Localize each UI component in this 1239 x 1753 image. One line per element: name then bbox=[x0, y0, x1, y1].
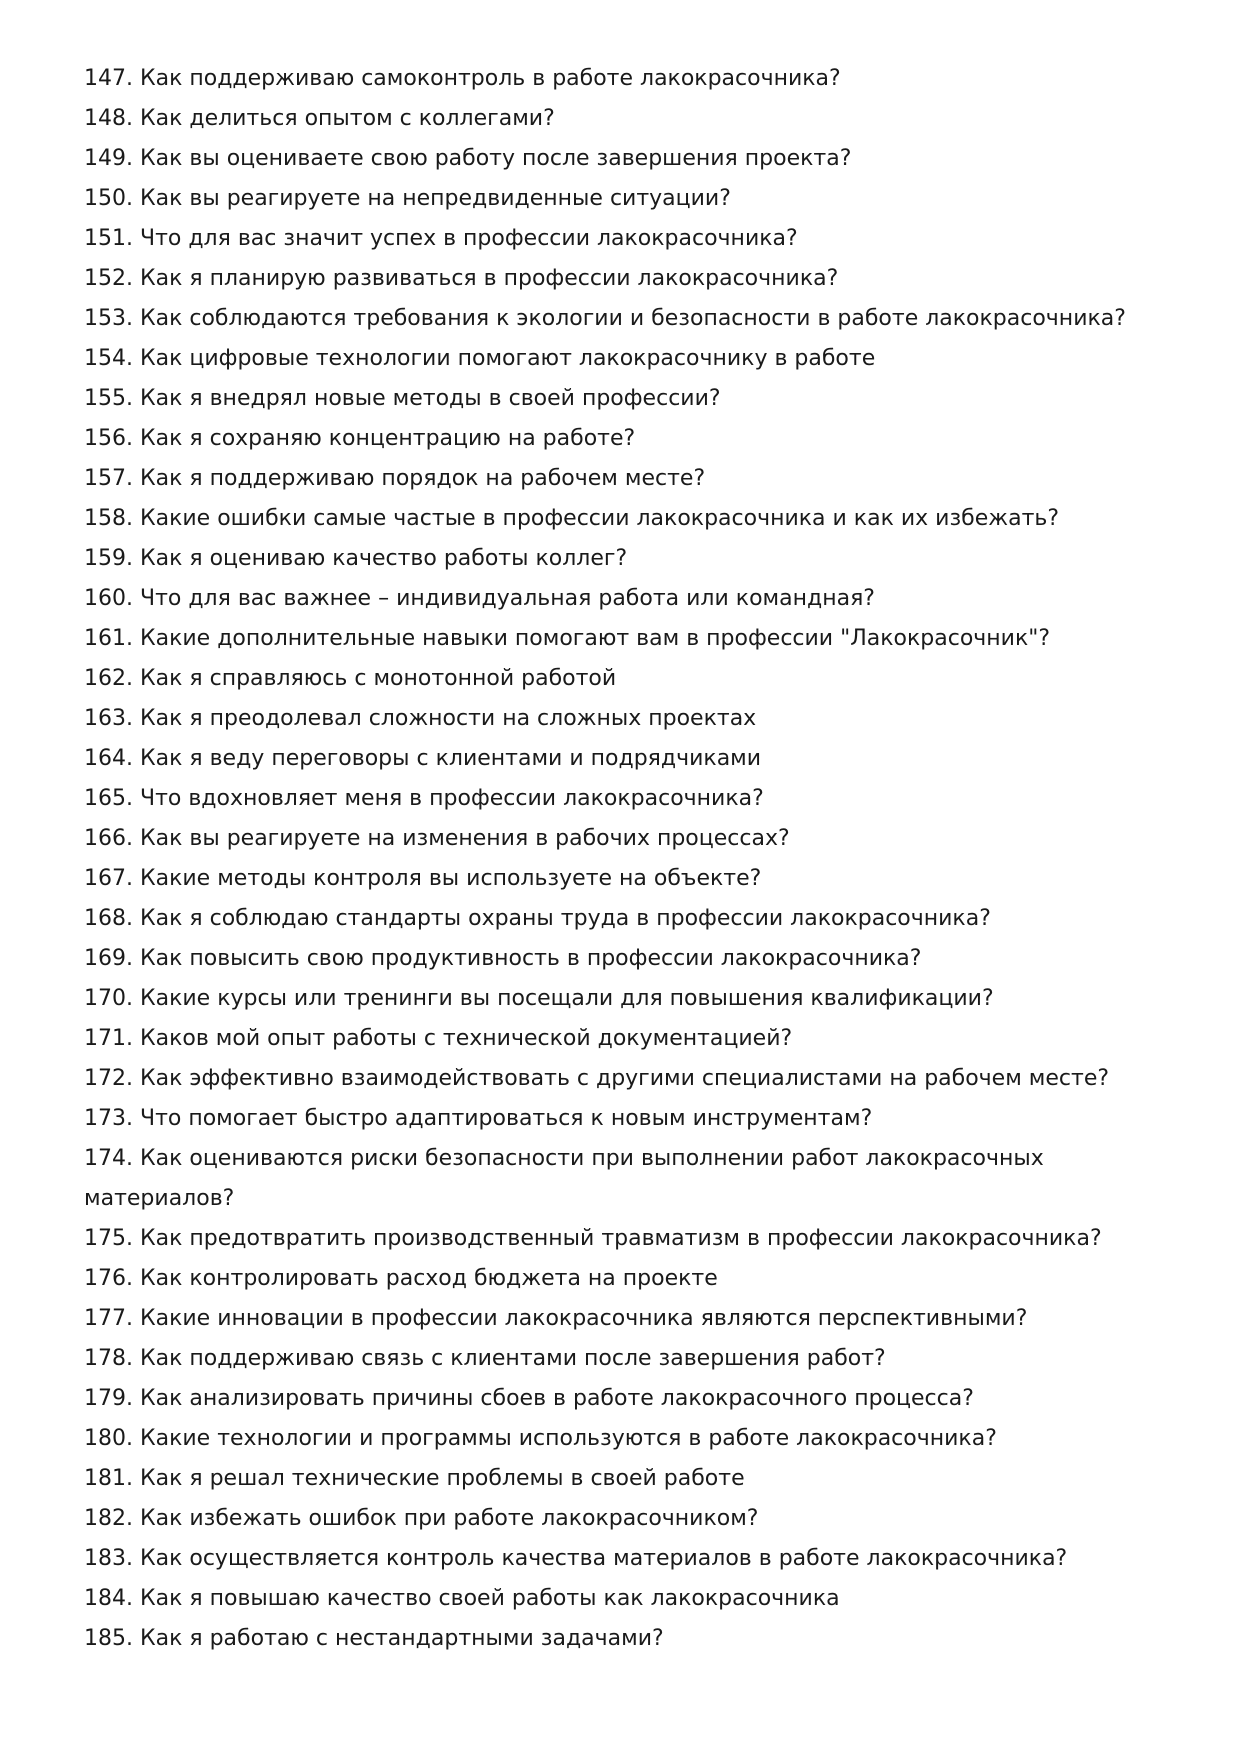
question-number: 157. bbox=[84, 466, 133, 491]
question-text: Как я внедрял новые методы в своей профессии? bbox=[139, 386, 721, 411]
question-number: 155. bbox=[84, 386, 133, 411]
question-item bbox=[84, 219, 1164, 259]
question-item bbox=[84, 1059, 1164, 1099]
question-text: Как контролировать расход бюджета на проекте bbox=[139, 1266, 718, 1291]
question-number: 148. bbox=[84, 106, 133, 131]
question-text: Как я сохраняю концентрацию на работе? bbox=[139, 426, 636, 451]
question-text: Как цифровые технологии помогают лакокрасочнику в работе bbox=[139, 346, 876, 371]
question-text: Что помогает быстро адаптироваться к новым инструментам? bbox=[139, 1106, 873, 1131]
question-text: Каков мой опыт работы с технической документацией? bbox=[139, 1026, 793, 1051]
question-item bbox=[84, 1099, 1164, 1139]
question-number: 147. bbox=[84, 66, 133, 91]
question-item bbox=[84, 259, 1164, 299]
question-item bbox=[84, 179, 1164, 219]
question-item bbox=[84, 1379, 1164, 1419]
question-number: 162. bbox=[84, 666, 133, 691]
question-item bbox=[84, 139, 1164, 179]
question-number: 160. bbox=[84, 586, 133, 611]
question-item bbox=[84, 539, 1164, 579]
question-item bbox=[84, 1419, 1164, 1459]
question-item bbox=[84, 739, 1164, 779]
question-number: 159. bbox=[84, 546, 133, 571]
question-item bbox=[84, 1499, 1164, 1539]
question-list bbox=[84, 59, 1164, 1659]
question-number: 158. bbox=[84, 506, 133, 531]
question-text: Как поддерживаю связь с клиентами после завершения работ? bbox=[139, 1346, 886, 1371]
question-number: 174. bbox=[84, 1146, 133, 1171]
question-number: 167. bbox=[84, 866, 133, 891]
question-number: 180. bbox=[84, 1426, 133, 1451]
question-text: Как вы оцениваете свою работу после завершения проекта? bbox=[139, 146, 852, 171]
question-number: 175. bbox=[84, 1226, 133, 1251]
question-item bbox=[84, 1299, 1164, 1339]
question-item bbox=[84, 1019, 1164, 1059]
question-text: Как я оцениваю качество работы коллег? bbox=[139, 546, 628, 571]
question-text: Что для вас важнее – индивидуальная работа или командная? bbox=[139, 586, 875, 611]
question-text: Как избежать ошибок при работе лакокрасочником? bbox=[139, 1506, 759, 1531]
question-item bbox=[84, 619, 1164, 659]
question-item bbox=[84, 59, 1164, 99]
question-number: 151. bbox=[84, 226, 133, 251]
question-text: Как я решал технические проблемы в своей работе bbox=[139, 1466, 745, 1491]
question-text: Как эффективно взаимодействовать с другими специалистами на рабочем месте? bbox=[139, 1066, 1110, 1091]
question-number: 178. bbox=[84, 1346, 133, 1371]
question-item bbox=[84, 1459, 1164, 1499]
question-number: 184. bbox=[84, 1586, 133, 1611]
question-item bbox=[84, 459, 1164, 499]
question-number: 173. bbox=[84, 1106, 133, 1131]
question-text: Как я работаю с нестандартными задачами? bbox=[139, 1626, 664, 1651]
question-number: 171. bbox=[84, 1026, 133, 1051]
question-number: 181. bbox=[84, 1466, 133, 1491]
question-number: 177. bbox=[84, 1306, 133, 1331]
question-number: 149. bbox=[84, 146, 133, 171]
question-item bbox=[84, 579, 1164, 619]
question-number: 179. bbox=[84, 1386, 133, 1411]
question-number: 169. bbox=[84, 946, 133, 971]
question-item bbox=[84, 379, 1164, 419]
question-item bbox=[84, 659, 1164, 699]
question-item bbox=[84, 779, 1164, 819]
question-text: Как поддерживаю самоконтроль в работе лакокрасочника? bbox=[139, 66, 841, 91]
question-item bbox=[84, 1219, 1164, 1259]
question-item bbox=[84, 1619, 1164, 1659]
question-text: Что для вас значит успех в профессии лакокрасочника? bbox=[139, 226, 798, 251]
question-number: 153. bbox=[84, 306, 133, 331]
question-number: 150. bbox=[84, 186, 133, 211]
question-text: Какие методы контроля вы используете на объекте? bbox=[139, 866, 762, 891]
question-text: Как я соблюдаю стандарты охраны труда в профессии лакокрасочника? bbox=[139, 906, 991, 931]
question-text: Как анализировать причины сбоев в работе лакокрасочного процесса? bbox=[139, 1386, 974, 1411]
question-item bbox=[84, 419, 1164, 459]
question-text: Как повысить свою продуктивность в профессии лакокрасочника? bbox=[139, 946, 922, 971]
question-item bbox=[84, 1339, 1164, 1379]
question-number: 156. bbox=[84, 426, 133, 451]
question-item bbox=[84, 499, 1164, 539]
question-item bbox=[84, 339, 1164, 379]
question-number: 183. bbox=[84, 1546, 133, 1571]
question-text: Как я поддерживаю порядок на рабочем месте? bbox=[139, 466, 706, 491]
question-item bbox=[84, 1259, 1164, 1299]
question-text: Как я справляюсь с монотонной работой bbox=[139, 666, 617, 691]
question-text: Как предотвратить производственный травматизм в профессии лакокрасочника? bbox=[139, 1226, 1102, 1251]
question-text: Как вы реагируете на изменения в рабочих процессах? bbox=[139, 826, 790, 851]
question-number: 172. bbox=[84, 1066, 133, 1091]
question-item bbox=[84, 1579, 1164, 1619]
question-text: Какие инновации в профессии лакокрасочника являются перспективными? bbox=[139, 1306, 1028, 1331]
question-item bbox=[84, 939, 1164, 979]
question-item bbox=[84, 819, 1164, 859]
question-item bbox=[84, 1139, 1164, 1219]
question-text: Как я планирую развиваться в профессии лакокрасочника? bbox=[139, 266, 839, 291]
question-number: 152. bbox=[84, 266, 133, 291]
question-number: 182. bbox=[84, 1506, 133, 1531]
question-item bbox=[84, 859, 1164, 899]
question-text: Какие дополнительные навыки помогают вам в профессии "Лакокрасочник"? bbox=[139, 626, 1051, 651]
question-text: Как оцениваются риски безопасности при выполнении работ лакокрасочных материалов? bbox=[84, 1146, 1044, 1211]
question-number: 163. bbox=[84, 706, 133, 731]
question-number: 164. bbox=[84, 746, 133, 771]
question-item bbox=[84, 299, 1164, 339]
question-number: 161. bbox=[84, 626, 133, 651]
question-item bbox=[84, 979, 1164, 1019]
question-number: 154. bbox=[84, 346, 133, 371]
question-item bbox=[84, 899, 1164, 939]
question-number: 166. bbox=[84, 826, 133, 851]
question-number: 176. bbox=[84, 1266, 133, 1291]
question-item bbox=[84, 1539, 1164, 1579]
question-text: Как я повышаю качество своей работы как лакокрасочника bbox=[139, 1586, 840, 1611]
question-item bbox=[84, 99, 1164, 139]
question-text: Как делиться опытом с коллегами? bbox=[139, 106, 555, 131]
question-number: 165. bbox=[84, 786, 133, 811]
question-text: Какие ошибки самые частые в профессии лакокрасочника и как их избежать? bbox=[139, 506, 1060, 531]
question-text: Как я веду переговоры с клиентами и подрядчиками bbox=[139, 746, 762, 771]
question-text: Что вдохновляет меня в профессии лакокрасочника? bbox=[139, 786, 764, 811]
question-text: Как я преодолевал сложности на сложных проектах bbox=[139, 706, 757, 731]
question-number: 170. bbox=[84, 986, 133, 1011]
question-number: 185. bbox=[84, 1626, 133, 1651]
question-text: Какие курсы или тренинги вы посещали для повышения квалификации? bbox=[139, 986, 994, 1011]
question-item bbox=[84, 699, 1164, 739]
question-number: 168. bbox=[84, 906, 133, 931]
question-text: Как вы реагируете на непредвиденные ситуации? bbox=[139, 186, 731, 211]
question-text: Как соблюдаются требования к экологии и безопасности в работе лакокрасочника? bbox=[139, 306, 1126, 331]
question-text: Как осуществляется контроль качества материалов в работе лакокрасочника? bbox=[139, 1546, 1068, 1571]
question-text: Какие технологии и программы используются в работе лакокрасочника? bbox=[139, 1426, 997, 1451]
